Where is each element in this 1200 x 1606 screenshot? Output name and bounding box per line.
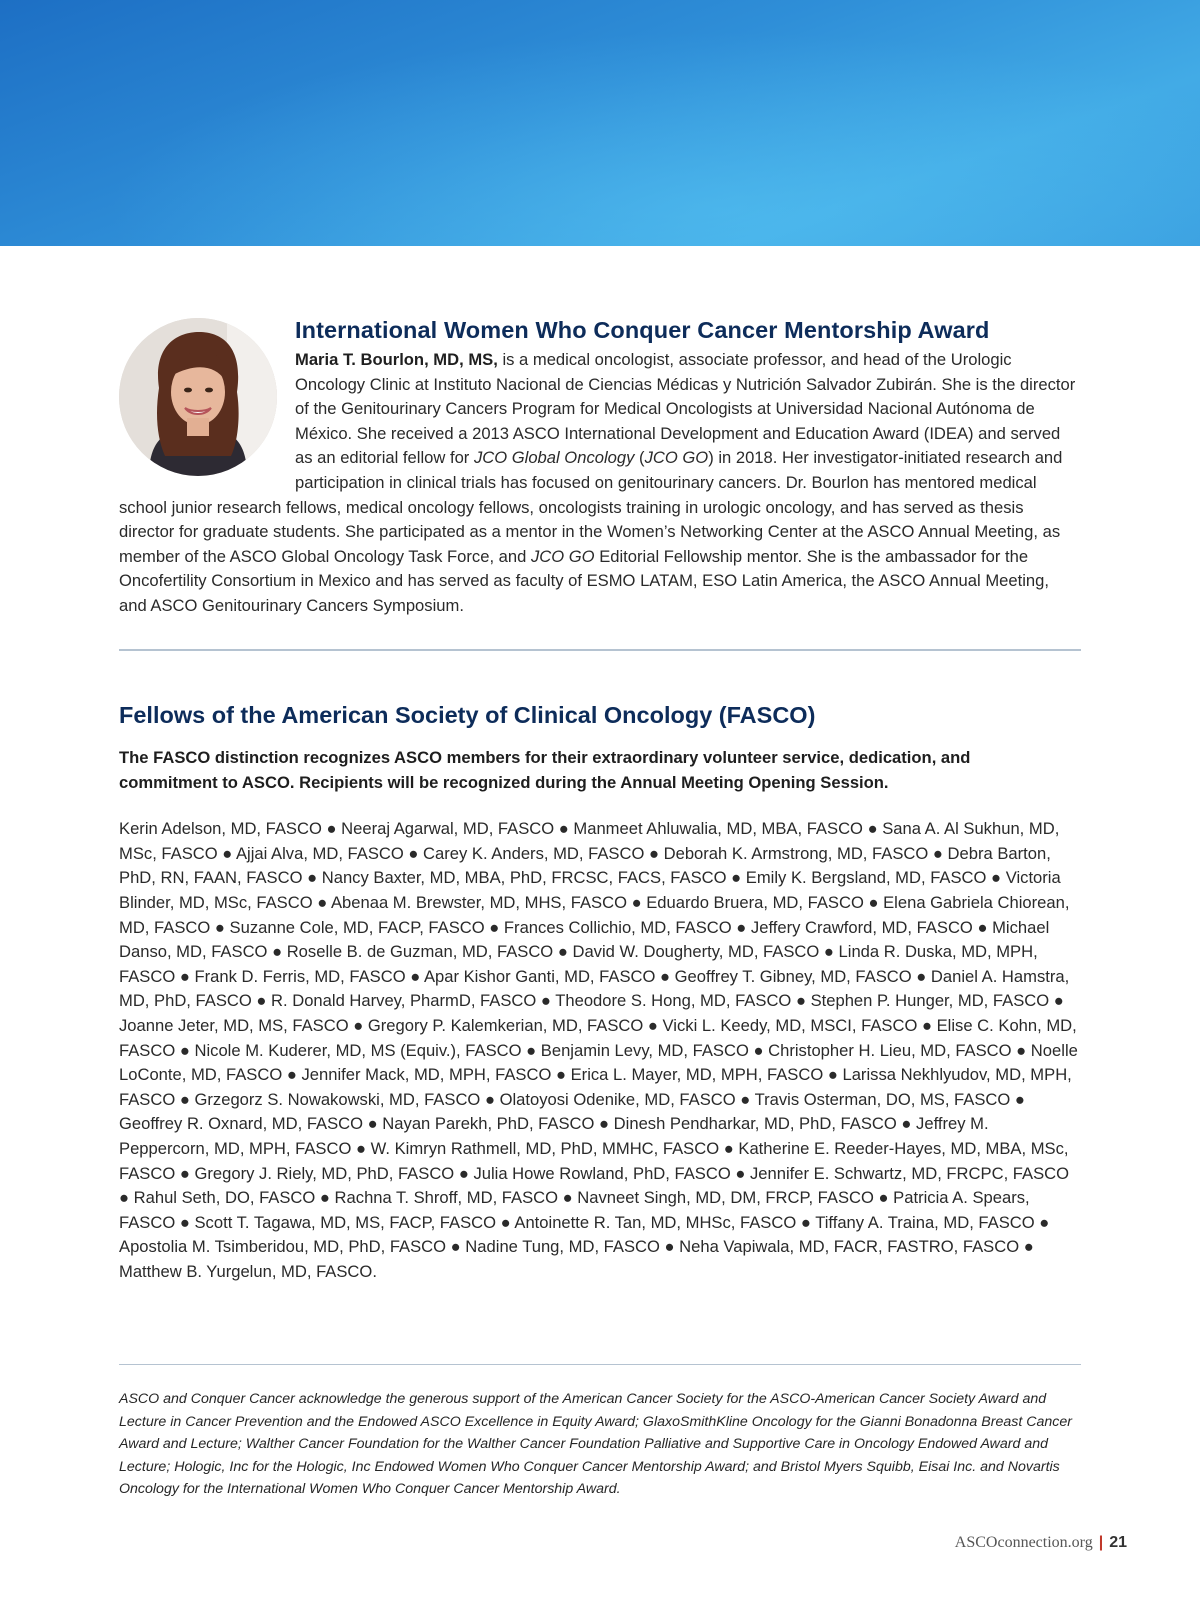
bio-text-3: ) in 2018. Her investigator-initiated research and participation in clinical trials has focused on genitourinary cancers. Dr. Bourlon has mentored medical school junior research fellows, medical oncology fellows, oncologists training in urologic oncology, and has served as thesis director for graduate students. She participated as a mentor in the Women’s Networking Center at the ASCO Annual Meeting, as member of the ASCO Global Oncology Task Force, and (119, 448, 1063, 566)
mentorship-award-section (119, 315, 1081, 619)
journal-abbrev: JCO GO (644, 448, 709, 468)
bio-text-1: is a medical oncologist, associate professor, and head of the Urologic Oncology Clinic at Instituto Nacional de Ciencias Médicas y Nutrición Salvador Zubirán. She is the director of the Genitourinary Cancers Program for Medical Oncologists at Universidad Nacional Autónoma de México. She received a 2013 ASCO International Development and Education Award (IDEA) and served as an editorial fellow for (295, 350, 1076, 468)
page-number: 21 (1109, 1534, 1127, 1551)
footnote-divider (119, 1364, 1081, 1365)
fasco-title: Fellows of the American Society of Clinical Oncology (FASCO) (119, 702, 816, 728)
acknowledgement-footnote: ASCO and Conquer Cancer acknowledge the generous support of the American Cancer Society for the ASCO-American Cancer Society Award and Lecture in Cancer Prevention and the Endowed ASCO Excellence in Equity Award; GlaxoSmithKline Oncology for the Gianni Bonadonna Breast Cancer Award and Lecture; Walther Cancer Foundation for the Walther Cancer Foundation Palliative and Supportive Care in Oncology Endowed Award and Lecture; Hologic, Inc for the Hologic, Inc Endowed Women Who Conquer Cancer Mentorship Award; and Bristol Myers Squibb, Eisai Inc. and Novartis Oncology for the International Women Who Conquer Cancer Mentorship Award. (119, 1391, 1072, 1498)
portrait-photo (119, 318, 277, 476)
portrait-illustration (119, 318, 277, 476)
bio-text-4: Editorial Fellowship mentor. She is the ambassador for the Oncofertility Consortium in Mexico and has served as faculty of ESMO LATAM, ESO Latin America, the ASCO Annual Meeting, and ASCO Genitourinary Cancers Symposium. (119, 546, 1049, 615)
journal-name: JCO Global Oncology (473, 448, 635, 468)
fasco-intro: The FASCO distinction recognizes ASCO members for their extraordinary volunteer service, dedication, and commitment to ASCO. Recipients will be recognized during the Annual Meeting Opening Session. (119, 748, 971, 792)
awardee-name: Maria T. Bourlon, MD, MS, (295, 350, 498, 369)
footer-separator: | (1098, 1534, 1104, 1551)
journal-abbrev-2: JCO GO (530, 546, 595, 566)
section-divider (119, 649, 1081, 651)
footer-site-link[interactable]: ASCOconnection.org (954, 1534, 1093, 1551)
award-title: International Women Who Conquer Cancer Mentorship Award (295, 317, 990, 343)
page-footer (955, 1534, 1127, 1552)
header-banner (0, 0, 1200, 246)
bio-text-2: ( (634, 448, 645, 468)
fasco-section (119, 700, 1081, 1284)
fasco-recipient-list: Kerin Adelson, MD, FASCO ● Neeraj Agarwal, MD, FASCO ● Manmeet Ahluwalia, MD, MBA, FASCO ● Sana A. Al Sukhun, MD, MSc, FASCO ● Ajjai Alva, MD, FASCO ● Carey K. Anders, MD, FASCO ● Deborah K. Armstrong, MD, FASCO ● Debra Barton, PhD, RN, FAAN, FASCO ● Nancy Baxter, MD, MBA, PhD, FRCSC, FACS, FASCO ● Emily K. Bergsland, MD, FASCO ● Victoria Blinder, MD, MSc, FASCO ● Abenaa M. Brewster, MD, MHS, FASCO ● Eduardo Bruera, MD, FASCO ● Elena Gabriela Chiorean, MD, FASCO ● Suzanne Cole, MD, FACP, FASCO ● Frances Collichio, MD, FASCO ● Jeffery Crawford, MD, FASCO ● Michael Danso, MD, FASCO ● Roselle B. de Guzman, MD, FASCO ● David W. Dougherty, MD, FASCO ● Linda R. Duska, MD, MPH, FASCO ● Frank D. Ferris, MD, FASCO ● Apar Kishor Ganti, MD, FASCO ● Geoffrey T. Gibney, MD, FASCO ● Daniel A. Hamstra, MD, PhD, FASCO ● R. Donald Harvey, PharmD, FASCO ● Theodore S. Hong, MD, FASCO ● Stephen P. Hunger, MD, FASCO ● Joanne Jeter, MD, MS, FASCO ● Gregory P. Kalemkerian, MD, FASCO ● Vicki L. Keedy, MD, MSCI, FASCO ● Elise C. Kohn, MD, FASCO ● Nicole M. Kuderer, MD, MS (Equiv.), FASCO ● Benjamin Levy, MD, FASCO ● Christopher H. Lieu, MD, FASCO ● Noelle LoConte, MD, FASCO ● Jennifer Mack, MD, MPH, FASCO ● Erica L. Mayer, MD, MPH, FASCO ● Larissa Nekhlyudov, MD, MPH, FASCO ● Grzegorz S. Nowakowski, MD, FASCO ● Olatoyosi Odenike, MD, FASCO ● Travis Osterman, DO, MS, FASCO ● Geoffrey R. Oxnard, MD, FASCO ● Nayan Parekh, PhD, FASCO ● Dinesh Pendharkar, MD, PhD, FASCO ● Jeffrey M. Peppercorn, MD, MPH, FASCO ● W. Kimryn Rathmell, MD, PhD, MMHC, FASCO ● Katherine E. Reeder-Hayes, MD, MBA, MSc, FASCO ● Gregory J. Riely, MD, PhD, FASCO ● Julia Howe Rowland, PhD, FASCO ● Jennifer E. Schwartz, MD, FRCPC, FASCO ● Rahul Seth, DO, FASCO ● Rachna T. Shroff, MD, FASCO ● Navneet Singh, MD, DM, FRCP, FASCO ● Patricia A. Spears, FASCO ● Scott T. Tagawa, MD, MS, FACP, FASCO ● Antoinette R. Tan, MD, MHSc, FASCO ● Tiffany A. Traina, MD, FASCO ● Apostolia M. Tsimberidou, MD, PhD, FASCO ● Nadine Tung, MD, FASCO ● Neha Vapiwala, MD, FACR, FASTRO, FASCO ● Matthew B. Yurgelun, MD, FASCO. (119, 819, 1078, 1281)
